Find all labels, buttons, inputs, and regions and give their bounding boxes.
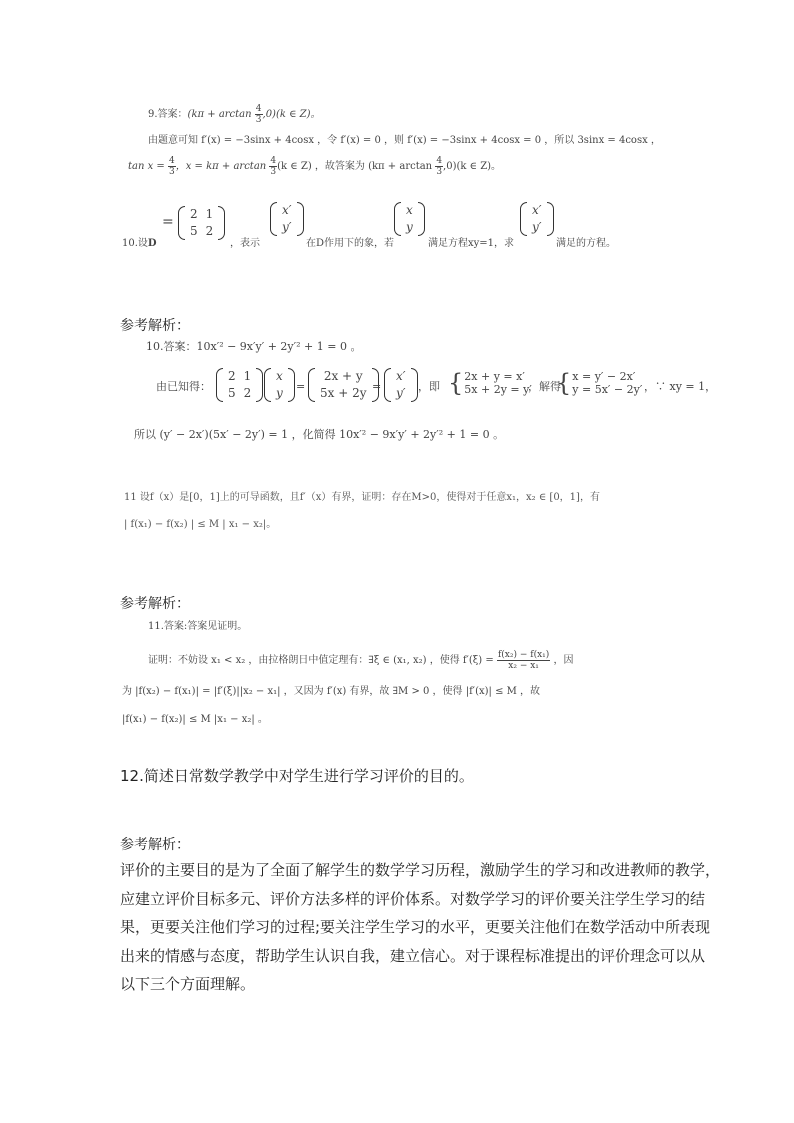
a11-answer: 11.答案:答案见证明。 <box>148 621 248 632</box>
q10-vector-xy: x y <box>394 202 425 236</box>
a12-paragraph <box>120 856 721 999</box>
a11-proof-line3: |f(x₁) − f(x₂)| ≤ M |x₁ − x₂| 。 <box>122 714 268 725</box>
q10-vector-prime-2: x′ y′ <box>520 202 554 236</box>
q10-matrix-d: 2 1 5 2 <box>178 206 225 240</box>
a12-line: 果，更要关注他们学习的过程;要关注学生学习的水平，更要关注他们在数学活动中所表现 <box>120 918 711 936</box>
q12-question: 12.简述日常数学教学中对学生进行学习评价的目的。 <box>120 767 474 785</box>
a12-line: 应建立评价目标多元、评价方法多样的评价体系。对数学学习的评价要关注学生学习的结 <box>120 889 706 908</box>
analysis-label-11: 参考解析： <box>120 596 190 612</box>
a11-block <box>122 620 688 727</box>
a11-proof-line2: 为 |f(x₂) − f(x₁)| = |f′(ξ)||x₂ − x₁| ，又因为 f′(x) 有界，故 ∃M > 0 ，使得 |f′(x)| ≤ M ，故 <box>122 686 541 697</box>
q10-vector-prime: x′ y′ <box>270 202 304 236</box>
q9-derivation-line: 由题意可知 f′(x) = −3sinx + 4cosx ，令 f′(x) = 0 ，则 f′(x) = −3sinx + 4cosx = 0 ，所以 3sinx = 4cosx ， <box>148 135 661 146</box>
q9-tan-line: tan x = $\frac{4}{3}$ ，x = kπ + arctan $\frac{4}{3}$ (k ∈ Z) ，故答案为 (kπ + arctan $\frac{4}{3}$ ,0)(k ∈ Z)。 <box>128 156 502 177</box>
a12-line: 出来的情感与态度，帮助学生认识自我，建立信心。对于课程标准提出的评价理念可以从 <box>120 946 706 965</box>
q9-fraction: $\frac{4}{3}$ <box>255 104 262 125</box>
q9-answer-block <box>128 104 668 177</box>
a10-block <box>134 340 717 442</box>
a12-line: 以下三个方面理解。 <box>120 975 256 993</box>
q9-answer-line: 9.答案：(kπ + arctan $\frac{4}{3}$ ,0)(k ∈ Z)。 <box>148 104 321 125</box>
analysis-label-12: 参考解析： <box>120 837 190 853</box>
a10-conclusion: 所以 (y′ − 2x′)(5x′ − 2y′) = 1 ，化简得 10x′² − 9x′y′ + 2y′² + 1 = 0 。 <box>134 428 505 441</box>
a10-answer: 10.答案：10x′² − 9x′y′ + 2y′² + 1 = 0 。 <box>146 340 362 353</box>
q11-question: 11 设f（x）是[0，1]上的可导函数，且f′（x）有界，证明：存在M>0，使得对于任意x₁，x₂ ∈ [0，1]，有 | f(x₁) − f(x₂) | ≤ M | x₁ − x₂|。 <box>124 492 600 530</box>
a11-proof-line1: 证明：不妨设 x₁ < x₂ ，由拉格朗日中值定理有：∃ξ ∈ (x₁, x₂) ，使得 f′(ξ) = $\frac{\text{f(x₂) − f(x₁)}}{\text{x₂ − x₁}}$ ，因 <box>148 650 574 671</box>
a10-derivation: 由已知得： 2 1 5 2 x y = 2x + y 5x + 2y = x′ y′ ，即 { 2x + y = x′ 5x + 2y = y′ ，解得 { x = y′ − 2x′ y = 5x′ − 2y′ ，∵ xy = 1， <box>156 369 717 400</box>
analysis-label-10: 参考解析： <box>120 318 190 334</box>
q10-question: 10.设D = 2 1 5 2 ，表示 x′ y′ 在D作用下的象，若 x y 满足方程xy=1，求 x′ y′ 满足的方程。 <box>122 203 616 249</box>
a12-line: 评价的主要目的是为了全面了解学生的数学学习历程，激励学生的学习和改进教师的教学， <box>120 861 721 879</box>
